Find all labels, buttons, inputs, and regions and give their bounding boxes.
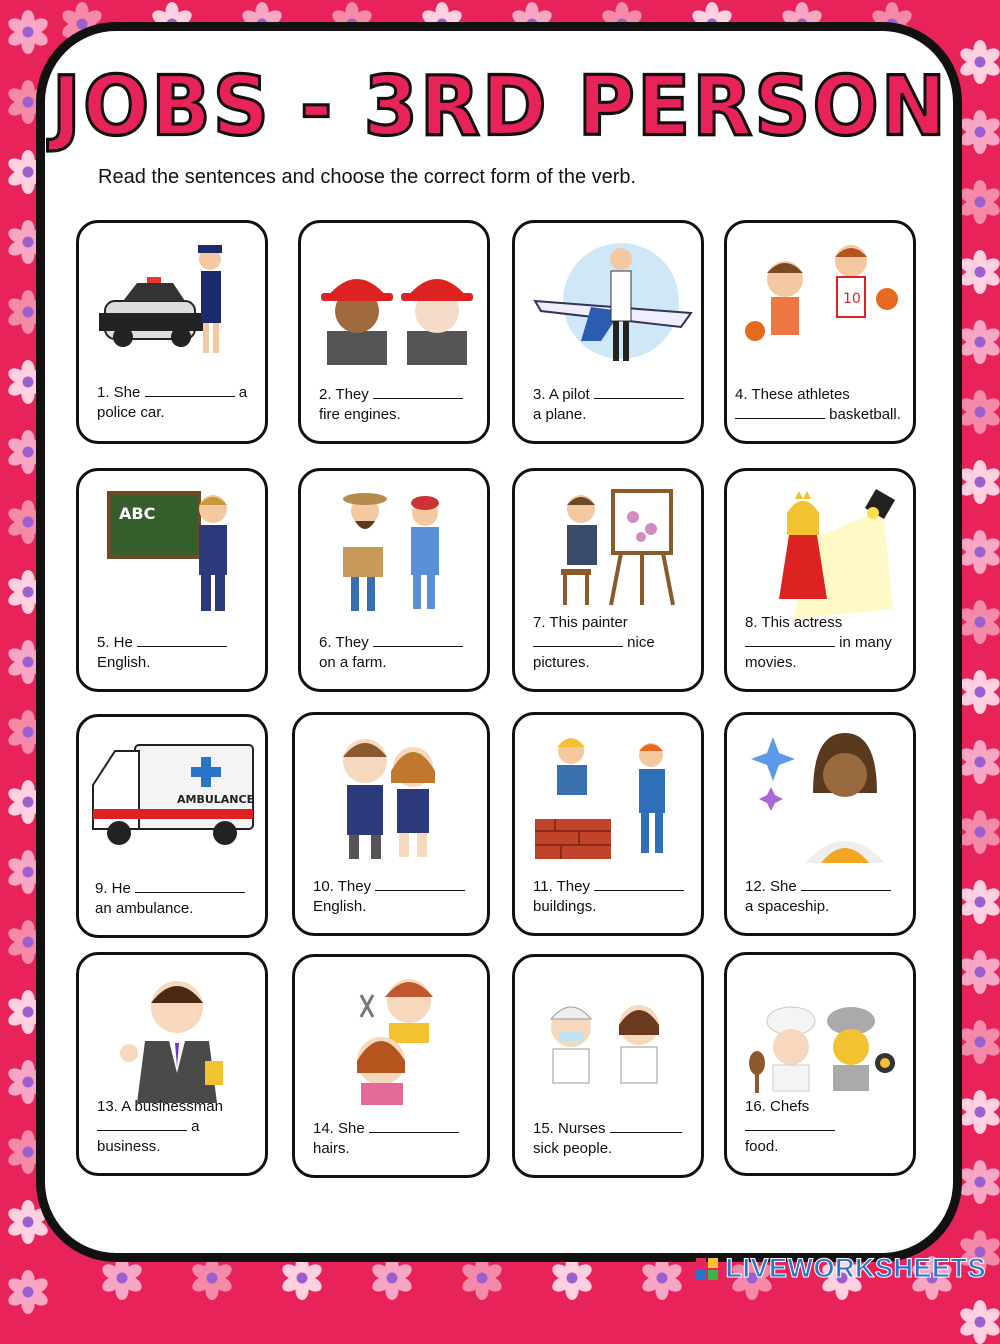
- sentence-end: food.: [745, 1138, 779, 1155]
- answer-blank-11[interactable]: [594, 878, 684, 891]
- exercise-card-2: [298, 220, 490, 444]
- sentence-start: 10. They: [313, 878, 372, 895]
- sentence-end-visible: movies.: [745, 654, 797, 671]
- exercise-card-8: 8. This actress in many movies.: [724, 468, 916, 692]
- exercise-card-12: [724, 712, 916, 936]
- flower-icon: [958, 390, 1000, 434]
- exercise-card-16: [724, 952, 916, 1176]
- answer-blank-16[interactable]: [745, 1118, 835, 1131]
- flower-icon: [640, 1256, 684, 1300]
- flower-icon: [460, 1256, 504, 1300]
- sentence-end: basketball.: [829, 406, 901, 423]
- flower-icon: [958, 880, 1000, 924]
- sentence-end: English.: [97, 654, 151, 671]
- exercise-card-6: [298, 468, 490, 692]
- exercise-card-3: [512, 220, 704, 444]
- sentence-start: 11. They: [533, 878, 590, 895]
- answer-blank-7[interactable]: [533, 634, 623, 647]
- answer-blank-9[interactable]: [135, 880, 245, 893]
- sentence-end-visible: business.: [97, 1138, 161, 1155]
- sentence-end-visible: police car.: [97, 404, 165, 421]
- exercise-card-11: [512, 712, 704, 936]
- sentence-start: 4. These athletes: [735, 386, 850, 403]
- sentence-end: a plane.: [533, 406, 587, 423]
- flower-icon: [958, 600, 1000, 644]
- builders-icon: [521, 723, 695, 863]
- footer-brand: LIVEWORKSHEETS: [725, 1253, 986, 1283]
- answer-blank-14[interactable]: [369, 1120, 459, 1133]
- answer-blank-6[interactable]: [373, 634, 463, 647]
- flower-icon: [958, 670, 1000, 714]
- sentence-start: 12. She: [745, 878, 797, 895]
- answer-blank-12[interactable]: [801, 878, 891, 891]
- sentence-start: 1. She: [97, 384, 141, 401]
- ambulance-icon: [85, 725, 259, 865]
- flower-icon: [958, 950, 1000, 994]
- sentence-start: 2. They: [319, 386, 369, 403]
- answer-blank-5[interactable]: [137, 634, 227, 647]
- sentence-end: hairs.: [313, 1140, 350, 1157]
- sentence-start: 5. He: [97, 634, 133, 651]
- sentence-end: English.: [313, 898, 367, 915]
- exercise-card-7: 7. This painter nice pictures.: [512, 468, 704, 692]
- exercise-card-5: [76, 468, 268, 692]
- sentence-start: 13. A businessman: [97, 1098, 223, 1115]
- teacher-icon: [85, 479, 259, 619]
- flower-icon: [958, 1090, 1000, 1134]
- flower-icon: [550, 1256, 594, 1300]
- flower-icon: [280, 1256, 324, 1300]
- nurses-icon: [521, 965, 695, 1105]
- actress-icon: [733, 479, 907, 619]
- answer-blank-4[interactable]: [735, 406, 825, 419]
- answer-blank-1[interactable]: [145, 384, 235, 397]
- firefighter-icon: [307, 231, 481, 371]
- flower-icon: [958, 320, 1000, 364]
- sentence-end: buildings.: [533, 898, 597, 915]
- sentence-end: an ambulance.: [95, 900, 194, 917]
- sentence-end: a spaceship.: [745, 898, 830, 915]
- exercise-card-14: [292, 954, 490, 1178]
- svg-text:ABC: ABC: [119, 504, 156, 523]
- flower-icon: [958, 1160, 1000, 1204]
- flower-icon: [958, 460, 1000, 504]
- exercise-card-10: [292, 712, 490, 936]
- exercise-card-13: 13. A businessman a business.: [76, 952, 268, 1176]
- sentence-start: 3. A pilot: [533, 386, 590, 403]
- sentence-end: sick people.: [533, 1140, 613, 1157]
- sentence-start: 8. This actress: [745, 614, 843, 631]
- hairdresser-icon: [301, 965, 475, 1105]
- footer-logo: [695, 1253, 986, 1284]
- exercise-card-15: [512, 954, 704, 1178]
- sentence-start: 9. He: [95, 880, 131, 897]
- answer-blank-15[interactable]: [610, 1120, 682, 1133]
- flower-icon: [100, 1256, 144, 1300]
- painter-icon: [521, 479, 695, 619]
- flower-icon: [958, 1300, 1000, 1344]
- flower-icon: [958, 180, 1000, 224]
- businessman-icon: [85, 963, 259, 1103]
- flower-icon: [190, 1256, 234, 1300]
- flower-icon: [6, 10, 50, 54]
- sentence-start: 6. They: [319, 634, 369, 651]
- flower-icon: [370, 1256, 414, 1300]
- basketball-players-icon: [733, 231, 907, 371]
- astronaut-icon: [733, 723, 907, 863]
- answer-blank-10[interactable]: [375, 878, 465, 891]
- answer-blank-8[interactable]: [745, 634, 835, 647]
- police-officer-icon: [85, 231, 259, 371]
- sentence-end-visible: pictures.: [533, 654, 590, 671]
- exercise-card-9: [76, 714, 268, 938]
- liveworksheets-logo-icon: [695, 1257, 719, 1281]
- sentence-start: 7. This painter: [533, 614, 628, 631]
- flower-icon: [958, 250, 1000, 294]
- chefs-icon: [733, 963, 907, 1103]
- flower-icon: [958, 810, 1000, 854]
- students-icon: [301, 723, 475, 863]
- answer-blank-3[interactable]: [594, 386, 684, 399]
- sentence-end: fire engines.: [319, 406, 401, 423]
- svg-text:10: 10: [843, 291, 861, 307]
- instructions-text: Read the sentences and choose the correct form of the verb.: [98, 166, 637, 188]
- svg-text:AMBULANCE: AMBULANCE: [177, 793, 255, 806]
- sentence-start: 15. Nurses: [533, 1120, 606, 1137]
- answer-blank-13[interactable]: [97, 1118, 187, 1131]
- answer-blank-2[interactable]: [373, 386, 463, 399]
- sentence-start: 14. She: [313, 1120, 365, 1137]
- flower-icon: [958, 530, 1000, 574]
- sentence-end: on a farm.: [319, 654, 387, 671]
- flower-icon: [6, 1270, 50, 1314]
- pilot-icon: [521, 231, 695, 371]
- farmer-icon: [307, 479, 481, 619]
- flower-icon: [958, 1020, 1000, 1064]
- flower-icon: [958, 740, 1000, 784]
- exercise-card-4: [724, 220, 916, 444]
- sentence-start: 16. Chefs: [745, 1098, 810, 1115]
- page-title: JOBS - 3RD PERSON: [51, 59, 949, 155]
- exercise-card-1: 1. She a police car.: [76, 220, 268, 444]
